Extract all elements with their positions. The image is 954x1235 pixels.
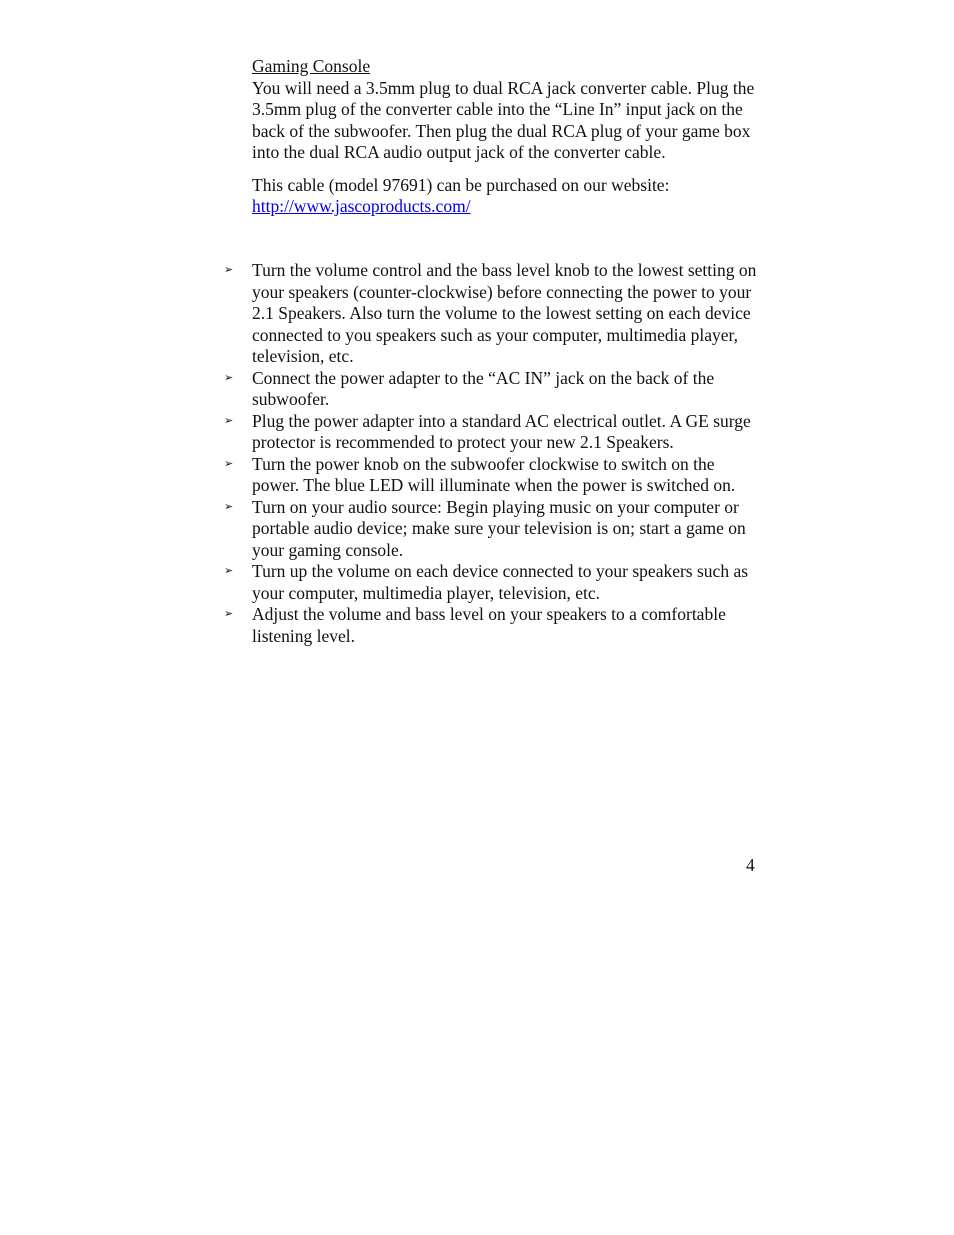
list-item [222,454,762,497]
list-item-text: Adjust the volume and bass level on your speakers to a comfortable listening level. [252,604,726,646]
arrow-bullet-icon: ➢ [224,608,234,620]
list-item-text: Turn the volume control and the bass level knob to the lowest setting on your speakers (counter-clockwise) before connecting the power to your 2.1 Speakers. Also turn the volume to the lowest setting on each device connected to you speakers such as your computer, multimedia player, television, etc. [252,260,757,366]
purchase-note-text: This cable (model 97691) can be purchased on our website: [252,174,670,195]
list-item-text: Turn on your audio source: Begin playing music on your computer or portable audio device; make sure your television is on; start a game on your gaming console. [252,496,746,560]
arrow-bullet-icon: ➢ [224,565,234,577]
gaming-console-section [252,56,762,218]
list-item-text: Turn up the volume on each device connected to your speakers such as your computer, multimedia player, television, etc. [252,561,749,603]
list-item-text: Plug the power adapter into a standard AC electrical outlet. A GE surge protector is recommended to protect your new 2.1 Speakers. [252,410,751,452]
list-item [222,561,762,604]
list-item [222,368,762,411]
list-item-text: Connect the power adapter to the “AC IN” jack on the back of the subwoofer. [252,367,715,409]
page-number: 4 [746,855,755,875]
arrow-bullet-icon: ➢ [224,264,234,276]
list-item [222,260,762,368]
list-item-text: Turn the power knob on the subwoofer clockwise to switch on the power. The blue LED will illuminate when the power is switched on. [252,453,736,495]
converter-cable-instructions: You will need a 3.5mm plug to dual RCA jack converter cable. Plug the 3.5mm plug of the converter cable into the “Line In” input jack on the back of the subwoofer. Then plug the dual RCA plug of your game box into the dual RCA audio output jack of the converter cable. [252,77,755,162]
list-item [222,411,762,454]
arrow-bullet-icon: ➢ [224,371,234,384]
arrow-bullet-icon: ➢ [224,500,234,513]
website-link[interactable]: http://www.jascoproducts.com/ [252,196,471,216]
purchase-note [252,175,762,218]
arrow-bullet-icon: ➢ [224,414,234,427]
list-item [222,497,762,562]
arrow-bullet-icon: ➢ [224,457,234,470]
list-item [222,604,762,647]
section-heading: Gaming Console [252,56,371,76]
setup-steps-list [222,260,762,647]
